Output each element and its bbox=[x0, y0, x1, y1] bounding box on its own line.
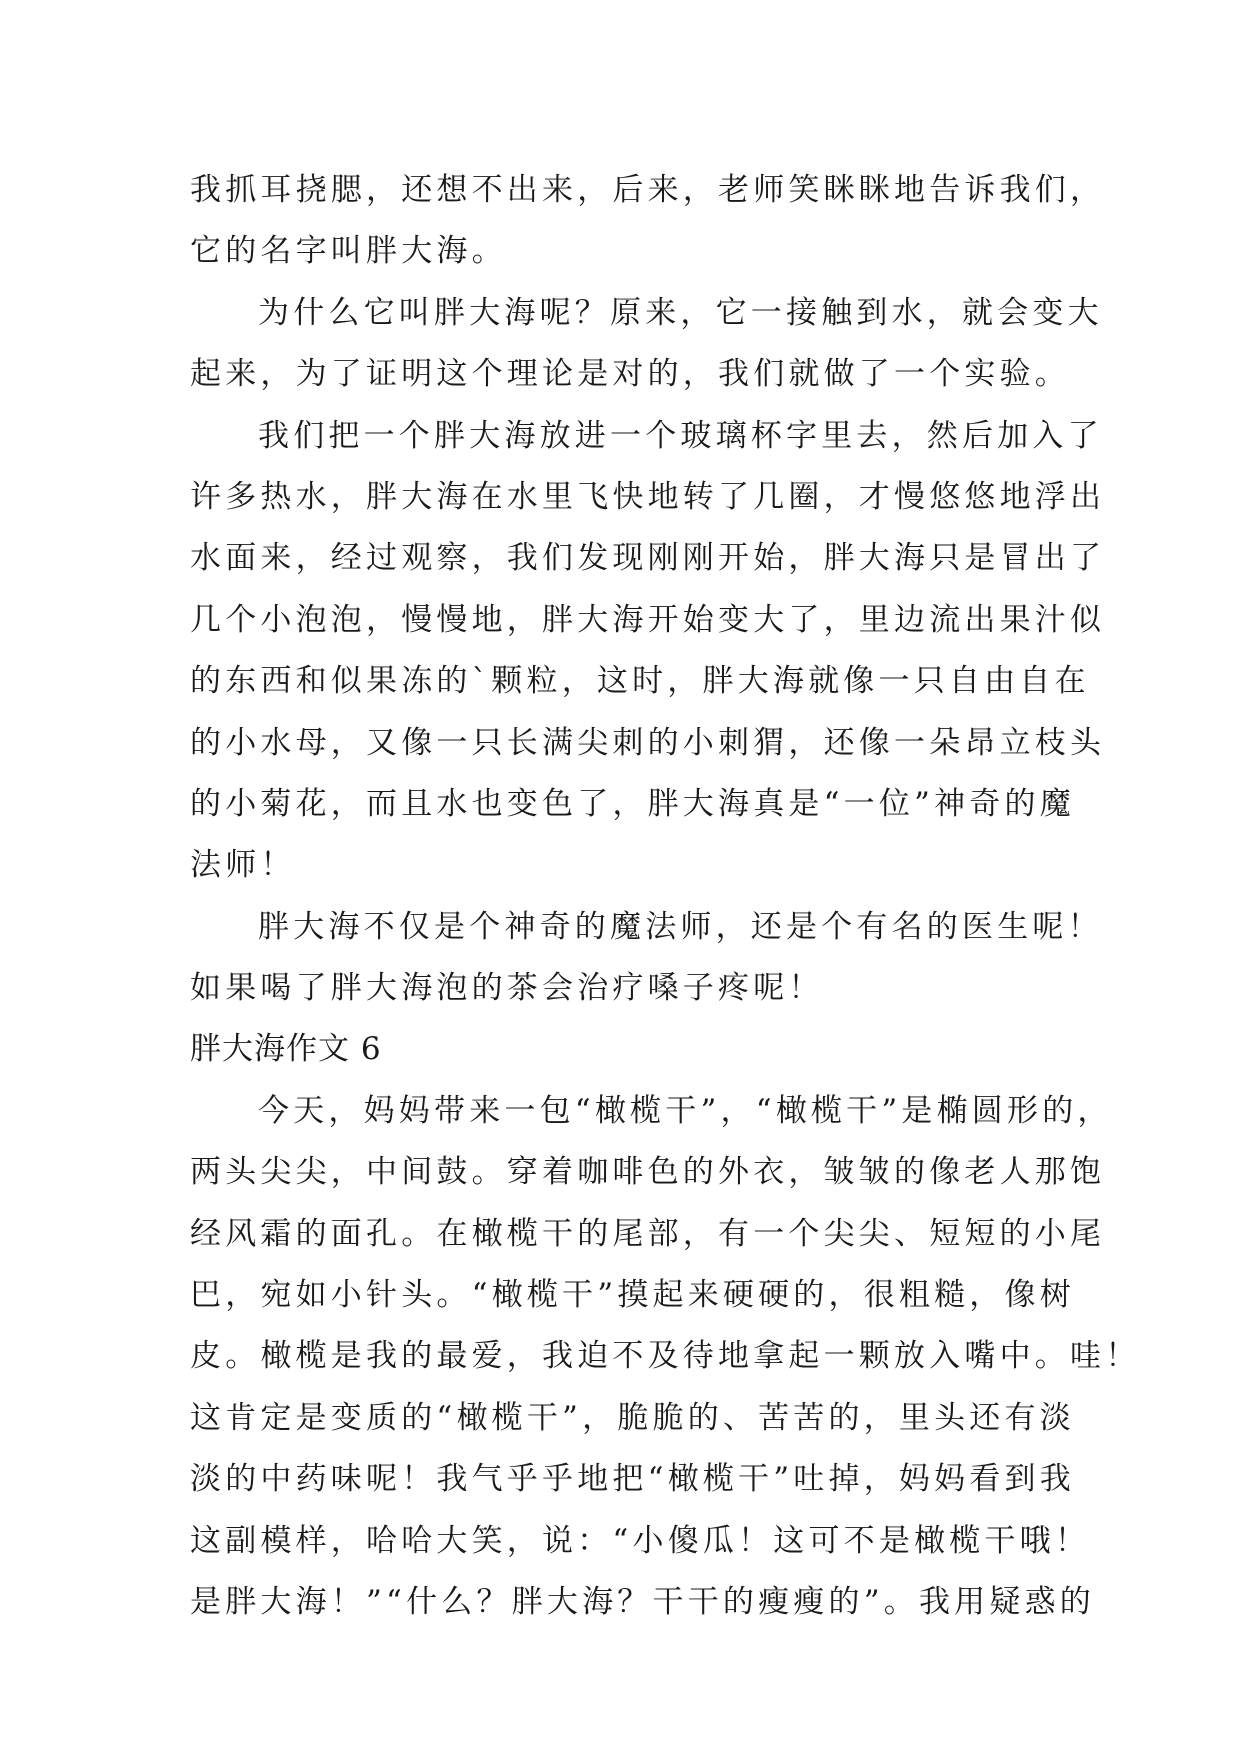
text-line: 淡的中药味呢！我气乎乎地把“橄榄干”吐掉，妈妈看到我 bbox=[190, 1461, 1075, 1498]
text-line: 几个小泡泡，慢慢地，胖大海开始变大了，里边流出果汁似 bbox=[190, 601, 1106, 638]
text-line: 巴，宛如小针头。“橄榄干”摸起来硬硬的，很粗糙，像树 bbox=[190, 1277, 1075, 1314]
text-line: 我抓耳挠腮，还想不出来，后来，老师笑眯眯地告诉我们， bbox=[190, 172, 1106, 208]
text-line: 这肯定是变质的“橄榄干”，脆脆的、苦苦的，里头还有淡 bbox=[190, 1399, 1075, 1436]
text-line: 水面来，经过观察，我们发现刚刚开始，胖大海只是冒出了 bbox=[190, 540, 1106, 577]
paragraph-start-line: 我们把一个胖大海放进一个玻璃杯字里去，然后加入了 bbox=[258, 417, 1103, 454]
text-line: 法师！ bbox=[190, 847, 296, 884]
text-line: 它的名字叫胖大海。 bbox=[190, 233, 507, 270]
text-line: 如果喝了胖大海泡的茶会治疗嗓子疼呢！ bbox=[190, 970, 824, 1007]
text-line: 的东西和似果冻的`颗粒，这时，胖大海就像一只自由自在 bbox=[190, 663, 1090, 700]
text-line: 经风霜的面孔。在橄榄干的尾部，有一个尖尖、短短的小尾 bbox=[190, 1215, 1106, 1252]
paragraph-start-line: 今天，妈妈带来一包“橄榄干”，“橄榄干”是椭圆形的， bbox=[258, 1092, 1113, 1129]
text-line: 皮。橄榄是我的最爱，我迫不及待地拿起一颗放入嘴中。哇！ bbox=[190, 1338, 1141, 1375]
text-line: 的小菊花，而且水也变色了，胖大海真是“一位”神奇的魔 bbox=[190, 785, 1075, 822]
text-line: 是胖大海！”“什么？胖大海？干干的瘦瘦的”。我用疑惑的 bbox=[190, 1583, 1095, 1620]
paragraph-start-line: 为什么它叫胖大海呢？原来，它一接触到水，就会变大 bbox=[258, 294, 1103, 331]
text-line: 起来，为了证明这个理论是对的，我们就做了一个实验。 bbox=[190, 356, 1070, 393]
section-heading: 胖大海作文 6 bbox=[190, 1031, 382, 1068]
text-line: 两头尖尖，中间鼓。穿着咖啡色的外衣，皱皱的像老人那饱 bbox=[190, 1154, 1106, 1191]
paragraph-start-line: 胖大海不仅是个神奇的魔法师，还是个有名的医生呢！ bbox=[258, 908, 1103, 945]
text-line: 的小水母，又像一只长满尖刺的小刺猬，还像一朵昂立枝头 bbox=[190, 724, 1106, 761]
document-body bbox=[190, 160, 1141, 1633]
text-line: 这副模样，哈哈大笑，说：“小傻瓜！这可不是橄榄干哦！ bbox=[190, 1522, 1091, 1559]
text-line: 许多热水，胖大海在水里飞快地转了几圈，才慢悠悠地浮出 bbox=[190, 478, 1106, 515]
